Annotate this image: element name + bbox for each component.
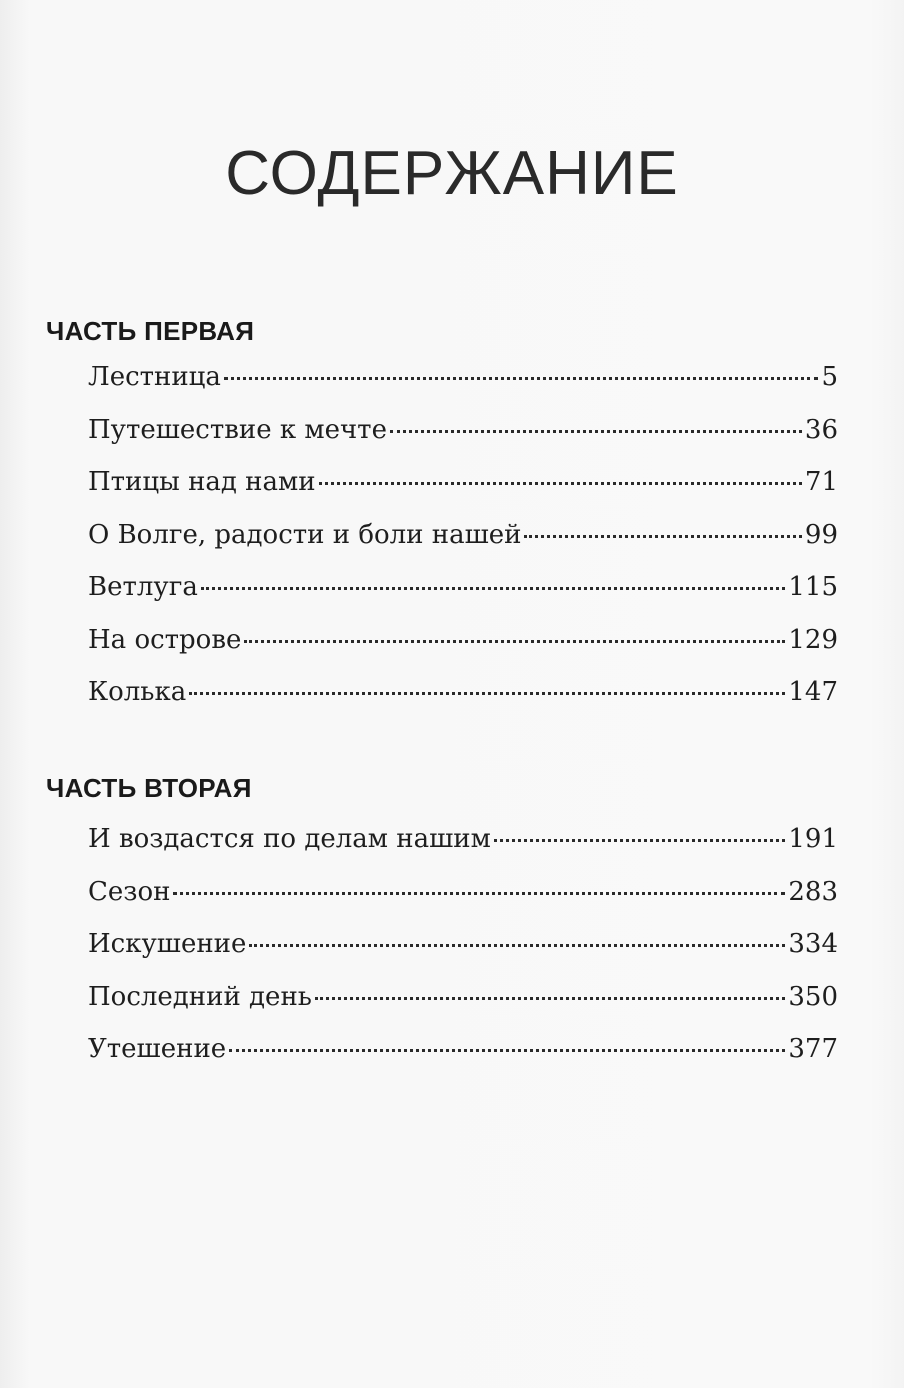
toc-entry[interactable]: [88, 877, 838, 930]
toc-entry-title: Ветлуга: [88, 572, 198, 602]
toc-entry[interactable]: [88, 625, 838, 678]
toc-entry[interactable]: [88, 929, 838, 982]
toc-entry-title: На острове: [88, 624, 242, 655]
toc-entry-title: И воздастся по делам нашим: [88, 824, 491, 854]
toc-entry[interactable]: [88, 677, 838, 730]
toc-entry-title: Колька: [88, 677, 187, 707]
part-heading-first: ЧАСТЬ ПЕРВАЯ: [46, 316, 255, 346]
dot-leader: [249, 944, 785, 947]
toc-entry-page: 191: [788, 824, 838, 854]
toc-entry-title: Путешествие к мечте: [88, 414, 387, 445]
dot-leader: [315, 997, 785, 1000]
dot-leader: [524, 535, 801, 538]
dot-leader: [319, 482, 802, 485]
toc-entry-page: 377: [788, 1034, 838, 1064]
toc-entry-page: 283: [788, 876, 838, 907]
toc-entry-title: О Волге, радости и боли нашей: [88, 519, 522, 550]
toc-entry-page: 350: [788, 981, 838, 1012]
toc-entry[interactable]: [88, 824, 838, 877]
dot-leader: [201, 587, 786, 590]
toc-entry-page: 71: [804, 467, 838, 497]
toc-entry-page: 147: [788, 677, 838, 707]
toc-entry-page: 334: [788, 929, 838, 959]
toc-list-first-part: [88, 362, 838, 730]
toc-entry-title: Утешение: [88, 1034, 227, 1064]
dot-leader: [224, 377, 819, 380]
toc-entry-title: Птицы над нами: [88, 467, 316, 497]
dot-leader: [390, 430, 802, 433]
part-heading-second: ЧАСТЬ ВТОРАЯ: [46, 773, 252, 803]
dot-leader: [189, 692, 785, 695]
toc-entry-title: Последний день: [88, 981, 312, 1012]
dot-leader: [494, 839, 786, 842]
toc-entry-title: Сезон: [88, 876, 171, 907]
toc-entry-page: 5: [821, 362, 838, 392]
toc-entry[interactable]: [88, 572, 838, 625]
dot-leader: [173, 892, 785, 895]
toc-entry[interactable]: [88, 520, 838, 573]
toc-entry[interactable]: [88, 982, 838, 1035]
toc-entry-title: Искушение: [88, 929, 247, 959]
toc-entry[interactable]: [88, 362, 838, 415]
toc-entry-page: 99: [804, 519, 838, 550]
toc-entry[interactable]: [88, 415, 838, 468]
toc-entry-page: 129: [788, 624, 838, 655]
toc-entry-page: 36: [804, 414, 838, 445]
dot-leader: [244, 640, 785, 643]
page-title: СОДЕРЖАНИЕ: [225, 139, 679, 208]
toc-entry[interactable]: [88, 1034, 838, 1087]
toc-entry-title: Лестница: [88, 362, 221, 392]
toc-list-second-part: [88, 824, 838, 1087]
toc-entry-page: 115: [788, 572, 838, 602]
dot-leader: [229, 1049, 785, 1052]
toc-entry[interactable]: [88, 467, 838, 520]
